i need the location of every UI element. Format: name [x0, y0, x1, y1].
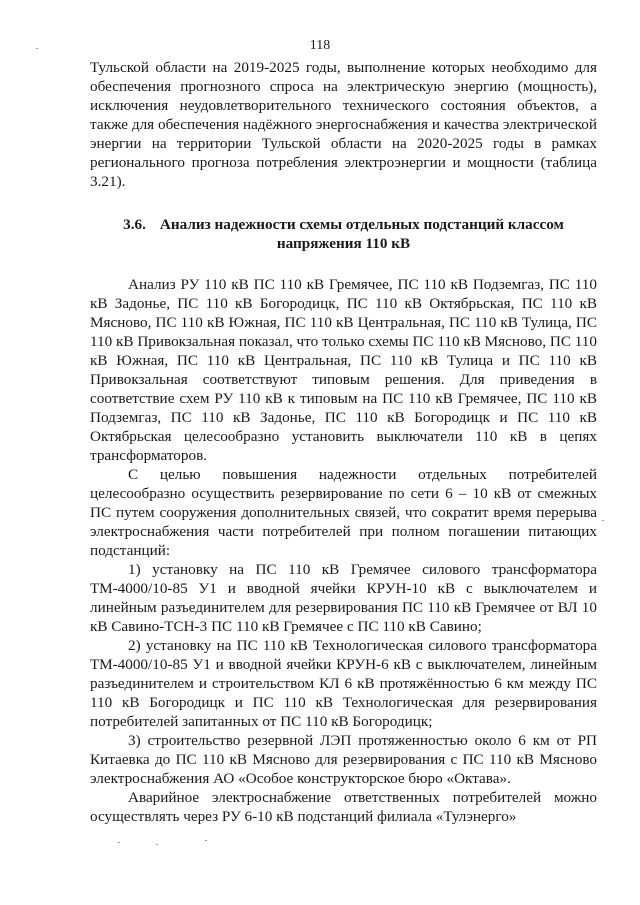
paragraph-emergency-supply: Аварийное электроснабжение ответственных потребителей можно осуществлять через РУ 6-10 кВ подстанций филиала «Тулэнерго»	[90, 789, 597, 825]
paragraph-intro-continuation: Тульской области на 2019-2025 годы, выполнение которых необходимо для обеспечения прогнозного спроса на электрическую энергию (мощность), исключения неудовлетворительного технического состояния объектов, а также для обеспечения надёжного энергоснабжения и качества электрической энергии на территории Тульской области на 2020-2025 годы в рамках регионального прогноза потребления электроэнергии и мощности (таблица 3.21).	[90, 59, 597, 190]
paragraph-analysis: Анализ РУ 110 кВ ПС 110 кВ Гремячее, ПС 110 кВ Подземгаз, ПС 110 кВ Задонье, ПС 110 кВ Богородицк, ПС 110 кВ Октябрьская, ПС 110 кВ Мясново, ПС 110 кВ Южная, ПС 110 кВ Центральная, ПС 110 кВ Тулица, ПС 110 кВ Привокзальная показал, что только схемы ПС 110 кВ Мясново, ПС 110 кВ Южная, ПС 110 кВ Центральная, ПС 110 кВ Тулица и ПС 110 кВ Привокзальная соответствуют типовым решения. Для приведения в соответствие схем РУ 110 кВ к типовым на ПС 110 кВ Гремячее, ПС 110 кВ Подземгаз, ПС 110 кВ Задонье, ПС 110 кВ Богородицк и ПС 110 кВ Октябрьская целесообразно установить выключатели 110 кВ в цепях трансформаторов.	[90, 276, 597, 464]
scan-speck	[156, 844, 158, 845]
section-heading-text: Анализ надежности схемы отдельных подстанций классом напряжения 110 кВ	[159, 216, 564, 252]
section-heading-number: 3.6.	[123, 216, 146, 233]
scan-speck	[118, 842, 120, 843]
section-heading	[90, 215, 597, 253]
scan-speck	[36, 48, 38, 49]
page-number: 118	[309, 38, 331, 53]
scan-speck	[602, 520, 604, 521]
list-item-3: 3) строительство резервной ЛЭП протяженностью около 6 км от РП Китаевка до ПС 110 кВ Мясново для резервирования с ПС 110 кВ Мясново электроснабжения АО «Особое конструкторское бюро «Октава».	[90, 732, 597, 787]
paragraph-redundancy: С целью повышения надежности отдельных потребителей целесообразно осуществить резервирование по сети 6 – 10 кВ от смежных ПС путем сооружения дополнительных связей, что сократит время перерыва электроснабжения части потребителей при полном погашении питающих подстанций:	[90, 466, 597, 559]
list-item-2: 2) установку на ПС 110 кВ Технологическая силового трансформатора ТМ-4000/10-85 У1 и вводной ячейки КРУН-6 кВ с выключателем, линейным разъединителем и строительством КЛ 6 кВ протяжённостью 6 км между ПС 110 кВ Богородицк и ПС 110 кВ Технологическая для резервирования потребителей запитанных от ПС 110 кВ Богородицк;	[90, 637, 597, 730]
scan-speck	[205, 840, 207, 841]
list-item-1: 1) установку на ПС 110 кВ Гремячее силового трансформатора ТМ-4000/10-85 У1 и вводной ячейки КРУН-10 кВ с выключателем и линейным разъединителем для резервирования ПС 110 кВ Гремячее от ВЛ 10 кВ Савино-ТСН-3 ПС 110 кВ Гремячее с ПС 110 кВ Савино;	[90, 561, 597, 635]
document-body	[90, 58, 597, 826]
